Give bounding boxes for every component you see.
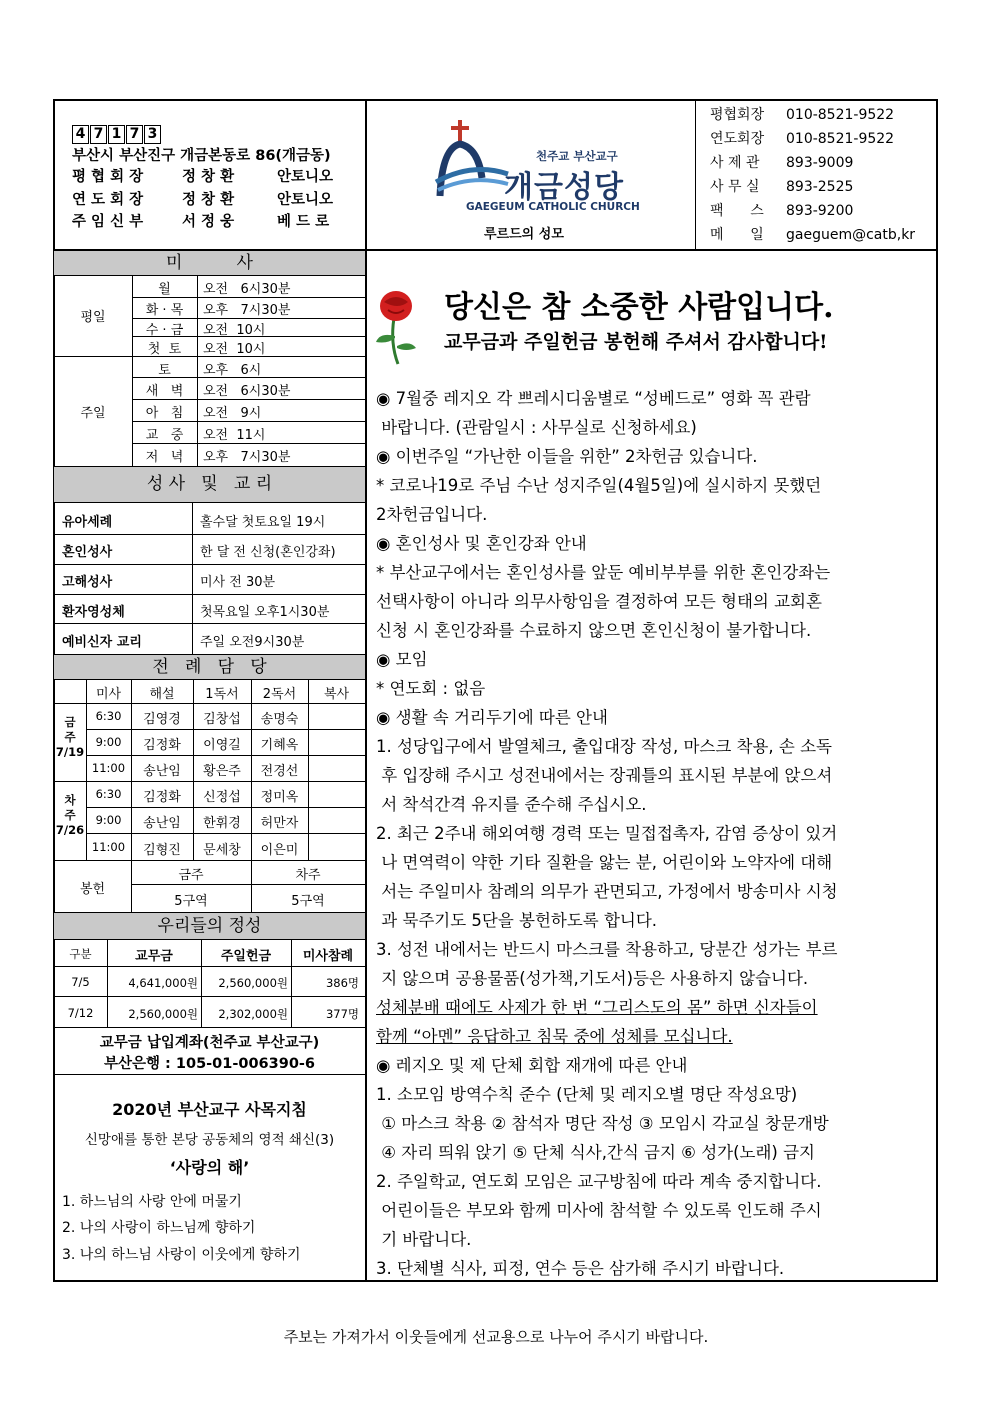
- finance-date: 7/5: [71, 975, 90, 989]
- sacrament-value: 첫목요일 오후1시30분: [200, 605, 330, 620]
- weekday-label: 평일: [80, 310, 106, 325]
- week-label-line: 7/26: [55, 823, 85, 837]
- liturgy-col-head: 미사: [95, 687, 122, 702]
- notice-line: * 코로나19로 주님 수난 성지주일(4월5일)에 실시하지 못했던: [376, 476, 822, 495]
- mass-day: 토: [158, 363, 171, 378]
- notice-line: 3. 단체별 식사, 피정, 연수 등은 삼가해 주시기 바랍니다.: [376, 1259, 785, 1278]
- offering-head: 금주: [178, 868, 204, 883]
- sacrament-value: 홀수달 첫토요일 19시: [200, 515, 326, 530]
- mass-time: 오전 10시: [203, 323, 266, 338]
- liturgy-commentary: 송난임: [143, 764, 181, 779]
- liturgy-heading: 전 례 담 당: [152, 657, 267, 677]
- pastoral-item: 1. 하느님의 사랑 안에 머물기: [62, 1194, 242, 1210]
- mass-day: 아 침: [145, 406, 184, 421]
- sacrament-value: 주일 오전9시30분: [200, 635, 305, 650]
- headline: 당신은 참 소중한 사람입니다.: [444, 290, 834, 325]
- contact-divider: [695, 99, 696, 250]
- role-title: 주 임 신 부: [72, 214, 144, 230]
- finance-collection: 2,560,000원: [218, 976, 288, 990]
- contact-label: 팩 스: [710, 203, 764, 219]
- address: 부산시 부산진구 개금본동로 86(개금동): [72, 148, 331, 164]
- contact-row: [710, 127, 930, 151]
- logo-english: GAEGEUM CATHOLIC CHURCH: [466, 201, 640, 213]
- finance-date: 7/12: [67, 1006, 94, 1020]
- finance-heading: 우리들의 정성: [157, 916, 262, 936]
- notice-line: ◉ 7월중 레지오 각 쁘레시디움별로 “성베드로” 영화 꼭 관람: [376, 389, 811, 408]
- mass-time: 오전 11시: [203, 428, 266, 443]
- contact-label: 사 무 실: [710, 179, 760, 195]
- mass-time: 오후 7시30분: [203, 450, 291, 465]
- week-label-line: 금: [64, 715, 76, 729]
- finance-col-head: 주일헌금: [220, 949, 272, 964]
- notice-line: 서 착석간격 유지를 준수해 주십시오.: [376, 795, 647, 814]
- finance-col-head: 구분: [69, 947, 92, 961]
- liturgy-time: 6:30: [95, 709, 122, 723]
- mass-day: 월: [158, 282, 171, 297]
- role-name: 정 창 환: [182, 169, 235, 185]
- offering-value: 5구역: [174, 894, 208, 909]
- notice-line: ◉ 이번주일 “가난한 이들을 위한” 2차헌금 있습니다.: [376, 447, 758, 466]
- liturgy-reading1: 문세창: [203, 843, 241, 858]
- week-label: [54, 715, 86, 760]
- notice-line: ④ 자리 띄워 앉기 ⑤ 단체 식사,간식 금지 ⑥ 성가(노래) 금지: [376, 1143, 815, 1162]
- week-label: [54, 793, 86, 838]
- offering-label: 봉헌: [79, 882, 106, 897]
- notice-line: * 부산교구에서는 혼인성사를 앞둔 예비부부를 위한 혼인강좌는: [376, 563, 831, 582]
- liturgy-col-head: 2독서: [262, 687, 297, 702]
- role-name: 서 정 웅: [182, 214, 235, 230]
- pastoral-theme: ‘사랑의 해’: [169, 1158, 250, 1177]
- finance-col-head: 미사참례: [302, 949, 354, 964]
- sacraments-heading: 성 사 및 교 리: [146, 474, 273, 494]
- offering-value: 5구역: [291, 894, 325, 909]
- notice-line: 나 면역력이 약한 기타 질환을 앓는 분, 어린이와 노약자에 대해: [376, 853, 833, 872]
- liturgy-reading2: 허만자: [260, 816, 299, 831]
- liturgy-reading2: 이은미: [260, 843, 299, 858]
- footer-note: 주보는 가져가서 이웃들에게 선교용으로 나누어 주시기 바랍니다.: [283, 1328, 709, 1346]
- liturgy-commentary: 김영경: [143, 712, 181, 727]
- role-title: 연 도 회 장: [72, 192, 144, 208]
- logo-subtitle: 루르드의 성모: [484, 227, 564, 242]
- liturgy-commentary: 김정화: [143, 790, 181, 805]
- liturgy-time: 9:00: [95, 813, 122, 827]
- liturgy-reading1: 신정섭: [203, 790, 241, 805]
- liturgy-commentary: 송난임: [143, 816, 181, 831]
- sacrament-name: 유아세례: [62, 515, 113, 530]
- notice-line: 지 않으며 공용물품(성가책,기도서)등은 사용하지 않습니다.: [376, 969, 809, 988]
- week-label-line: 차: [64, 793, 76, 807]
- finance-dues: 2,560,000원: [128, 1007, 198, 1021]
- contact-label: 메 일: [710, 227, 764, 243]
- liturgy-reading1: 황은주: [203, 764, 241, 779]
- contact-value: gaeguem@catb,kr: [786, 227, 916, 243]
- liturgy-reading2: 기혜옥: [260, 738, 299, 753]
- role-name: 정 창 환: [182, 192, 235, 208]
- liturgy-time: 11:00: [91, 761, 126, 775]
- notice-line: 후 입장해 주시고 성전내에서는 장궤틀의 표시된 부분에 앉으셔: [376, 766, 833, 785]
- notice-line: 어린이들은 부모와 함께 미사에 참석할 수 있도록 인도해 주시: [376, 1201, 822, 1220]
- liturgy-reading2: 전경선: [260, 764, 299, 779]
- week-label-line: 7/19: [55, 745, 85, 759]
- contact-label: 사 제 관: [710, 155, 760, 171]
- sacrament-name: 예비신자 교리: [62, 635, 142, 650]
- liturgy-time: 9:00: [95, 735, 122, 749]
- sacrament-value: 미사 전 30분: [200, 575, 276, 590]
- notice-line: 서는 주일미사 참례의 의무가 관면되고, 가정에서 방송미사 시청: [376, 882, 838, 901]
- notice-line: ◉ 모임: [376, 650, 428, 669]
- finance-dues: 4,641,000원: [128, 976, 198, 990]
- pastoral-title: 2020년 부산교구 사목지침: [112, 1100, 307, 1119]
- liturgy-time: 11:00: [91, 840, 126, 854]
- finance-collection: 2,302,000원: [218, 1007, 288, 1021]
- notice-line: ◉ 생활 속 거리두기에 따른 안내: [376, 708, 608, 727]
- liturgy-reading2: 정미옥: [260, 790, 299, 805]
- column-divider: [365, 99, 367, 1282]
- contact-value: 893-9200: [786, 203, 854, 219]
- liturgy-col-head: 1독서: [205, 687, 239, 702]
- liturgy-commentary: 김정화: [143, 738, 181, 753]
- contact-row: [710, 199, 930, 223]
- role-saint: 베 드 로: [277, 214, 330, 230]
- mass-day: 새 벽: [145, 384, 184, 399]
- mass-day: 교 중: [145, 428, 184, 443]
- sacrament-name: 고해성사: [62, 575, 113, 590]
- postcode-digit: 7: [126, 125, 143, 144]
- notice-line: 2. 최근 2주내 해외여행 경력 또는 밀접접촉자, 감염 증상이 있거: [376, 824, 838, 843]
- mass-time: 오전 10시: [203, 342, 266, 357]
- sacrament-name: 환자영성체: [62, 605, 125, 620]
- liturgy-reading1: 김창섭: [203, 712, 241, 727]
- mass-time: 오후 6시: [203, 363, 262, 378]
- church-logo-icon: [432, 118, 512, 200]
- account-title: 교무금 납입계좌(천주교 부산교구): [99, 1035, 320, 1051]
- postcode-digit: 7: [90, 125, 107, 144]
- week-label-line: 주: [64, 808, 76, 822]
- notice-line: 신청 시 혼인강좌를 수료하지 않으면 혼인신청이 불가합니다.: [376, 621, 812, 640]
- mass-time: 오전 6시30분: [203, 384, 291, 399]
- sunday-label: 주일: [80, 406, 106, 421]
- account-number: 부산은행 : 105-01-006390-6: [103, 1056, 316, 1072]
- finance-attendance: 386명: [325, 976, 359, 990]
- liturgy-reading2: 송명숙: [260, 712, 299, 727]
- notice-line: ① 마스크 착용 ② 참석자 명단 작성 ③ 모임시 각교실 창문개방: [376, 1114, 829, 1133]
- notice-line: 선택사항이 아니라 의무사항임을 결정하여 모든 형태의 교회혼: [376, 592, 822, 611]
- contact-value: 893-2525: [786, 179, 854, 195]
- mass-time: 오전 9시: [203, 406, 262, 421]
- liturgy-commentary: 김형진: [143, 843, 181, 858]
- pastoral-subtitle: 신망애를 통한 본당 공동체의 영적 쇄신(3): [84, 1132, 335, 1148]
- mass-heading: 미 사: [166, 253, 253, 273]
- postcode-digit: 4: [72, 125, 89, 144]
- contact-row: [710, 175, 930, 199]
- notice-line: 1. 소모임 방역수칙 준수 (단체 및 레지오별 명단 작성요망): [376, 1085, 798, 1104]
- contact-row: [710, 103, 930, 127]
- liturgy-reading1: 이영길: [203, 738, 241, 753]
- pastoral-item: 2. 나의 사랑이 하느님께 향하기: [62, 1220, 256, 1236]
- pastoral-item: 3. 나의 하느님 사랑이 이웃에게 향하기: [62, 1247, 301, 1263]
- sacrament-value: 한 달 전 신청(혼인강좌): [200, 545, 336, 560]
- notice-line-underlined: 성체분배 때에도 사제가 한 번 “그리스도의 몸” 하면 신자들이: [376, 998, 818, 1017]
- liturgy-col-head: 해설: [149, 687, 175, 702]
- week-label-line: 주: [64, 730, 76, 744]
- contact-value: 010-8521-9522: [786, 107, 895, 123]
- contact-row: [710, 151, 930, 175]
- offering-head: 차주: [295, 868, 321, 883]
- subheadline: 교무금과 주일헌금 봉헌해 주셔서 감사합니다!: [444, 331, 828, 353]
- contact-value: 893-9009: [786, 155, 854, 171]
- contact-row: [710, 223, 930, 247]
- notice-line: 과 묵주기도 5단을 봉헌하도록 합니다.: [376, 911, 658, 930]
- mass-day: 저 녁: [145, 450, 184, 465]
- notice-line: 1. 성당입구에서 발열체크, 출입대장 작성, 마스크 착용, 손 소독: [376, 737, 832, 756]
- postcode-digit: 3: [144, 125, 161, 144]
- mass-day: 화 · 목: [145, 303, 184, 318]
- notice-line: 바랍니다. (관람일시 : 사무실로 신청하세요): [376, 418, 697, 437]
- contact-list: [710, 103, 930, 247]
- mass-day: 수 · 금: [145, 323, 184, 338]
- postcode: [72, 123, 162, 144]
- rose-icon: [372, 288, 420, 366]
- role-saint: 안토니오: [277, 192, 334, 208]
- notice-line: 2. 주일학교, 연도회 모임은 교구방침에 따라 계속 중지합니다.: [376, 1172, 822, 1191]
- notice-line: 2차헌금입니다.: [376, 505, 488, 524]
- logo-diocese: 천주교 부산교구: [536, 149, 618, 163]
- sacrament-name: 혼인성사: [62, 545, 113, 560]
- notice-line: * 연도회 : 없음: [376, 679, 486, 698]
- liturgy-col-head: 복사: [323, 687, 350, 702]
- role-title: 평 협 회 장: [72, 169, 144, 185]
- notice-line: 기 바랍니다.: [376, 1230, 472, 1249]
- liturgy-reading1: 한휘경: [203, 816, 241, 831]
- logo-church-name: 개금성당: [504, 170, 624, 205]
- mass-time: 오후 7시30분: [203, 303, 291, 318]
- notice-line-underlined: 함께 “아멘” 응답하고 침묵 중에 성체를 모십니다.: [376, 1027, 733, 1046]
- contact-label: 연도회장: [710, 131, 765, 147]
- mass-time: 오전 6시30분: [203, 282, 291, 297]
- mass-day: 첫 토: [147, 342, 182, 357]
- notice-line: 3. 성전 내에서는 반드시 마스크를 착용하고, 당분간 성가는 부르: [376, 940, 838, 959]
- notice-line: ◉ 혼인성사 및 혼인강좌 안내: [376, 534, 587, 553]
- role-saint: 안토니오: [277, 169, 334, 185]
- contact-value: 010-8521-9522: [786, 131, 895, 147]
- postcode-digit: 1: [108, 125, 125, 144]
- finance-attendance: 377명: [325, 1007, 359, 1021]
- notice-line: ◉ 레지오 및 제 단체 회합 재개에 따른 안내: [376, 1056, 688, 1075]
- liturgy-time: 6:30: [95, 787, 122, 801]
- contact-label: 평협회장: [710, 107, 765, 123]
- finance-col-head: 교무금: [135, 949, 173, 964]
